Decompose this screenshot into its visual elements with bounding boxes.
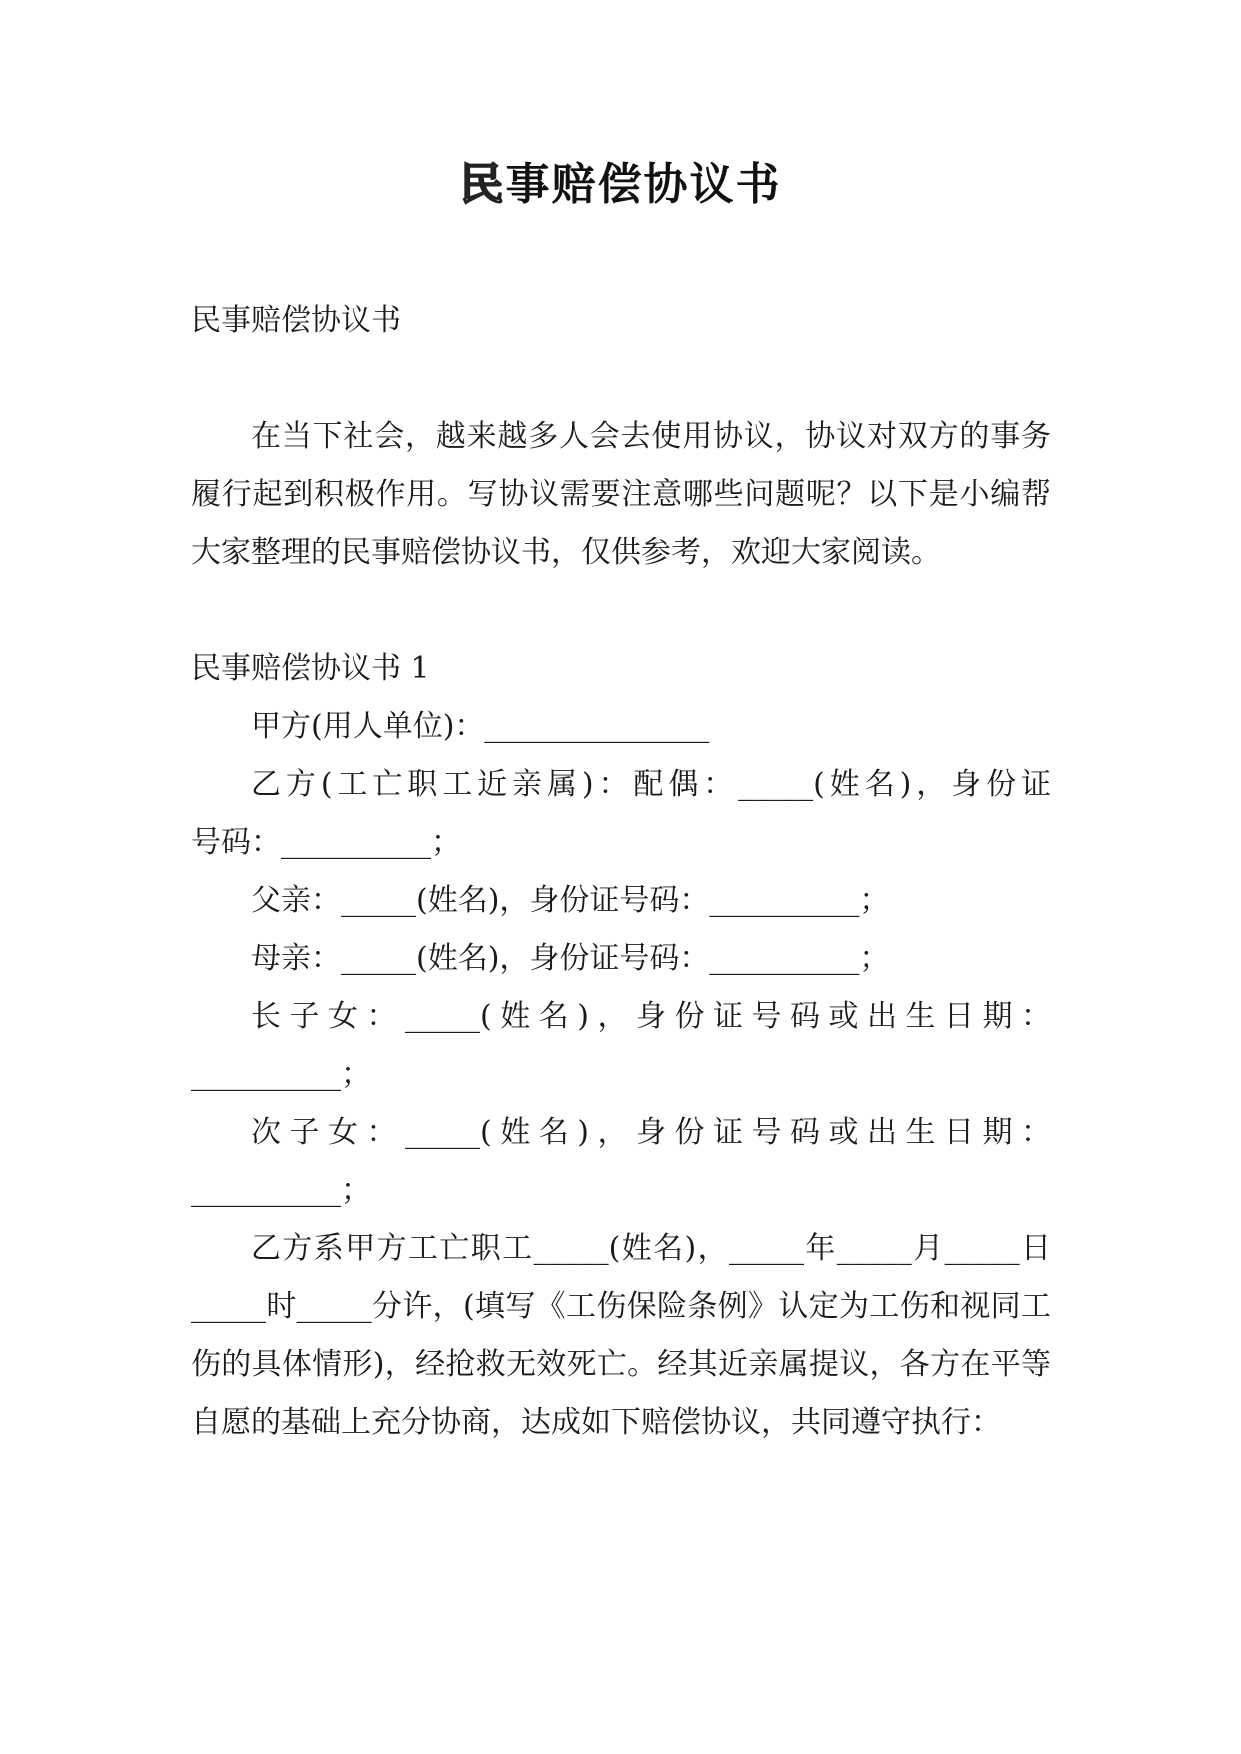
document-title [0, 148, 1241, 212]
subtitle: 民事赔偿协议书 [191, 303, 401, 338]
party-b-line-2: 号码：__________； [191, 825, 461, 860]
document-body [191, 292, 1051, 1452]
party-a-line: 甲方(用人单位)：_______________ [251, 709, 710, 744]
title-rest: 事赔偿协议书 [505, 159, 782, 210]
second-child-line-1: 次子女：_____(姓名)，身份证号码或出生日期： [251, 1115, 1051, 1150]
intro-paragraph: 在当下社会，越来越多人会去使用协议，协议对双方的事务履行起到积极作用。写协议需要注意哪些问题呢？以下是小编帮大家整理的民事赔偿协议书，仅供参考，欢迎大家阅读。 [191, 419, 1051, 570]
father-line: 父亲：_____(姓名)，身份证号码：__________； [251, 883, 890, 918]
party-b-line-1: 乙方(工亡职工近亲属)：配偶：_____(姓名)，身份证 [251, 767, 1051, 802]
section-heading: 民事赔偿协议书 1 [191, 651, 430, 686]
mother-line: 母亲：_____(姓名)，身份证号码：__________； [251, 941, 890, 976]
statement-paragraph: 乙方系甲方工亡职工_____(姓名)，_____年_____月_____日_____时_____分许，(填写《工伤保险条例》认定为工伤和视同工伤的具体情形)，经抢救无效死亡。经其近亲属提议，各方在平等自愿的基础上充分协商，达成如下赔偿协议，共同遵守执行： [191, 1231, 1051, 1440]
second-child-line-2: __________； [191, 1173, 371, 1208]
eldest-child-line-2: __________； [191, 1057, 371, 1092]
title-first-char: 民 [459, 159, 506, 210]
eldest-child-line-1: 长子女：_____(姓名)，身份证号码或出生日期： [251, 999, 1051, 1034]
